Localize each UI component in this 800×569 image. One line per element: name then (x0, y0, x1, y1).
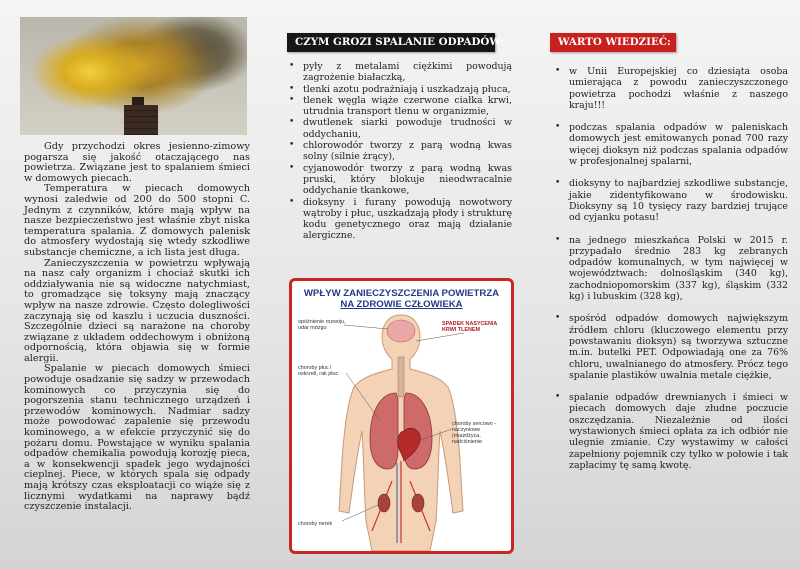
list-item: • cyjanowodór tworzy z parą wodną kwas pruski, który blokuje nieodwracalnie oddychanie tkankowe, (289, 162, 512, 197)
bullet-icon: • (289, 117, 295, 128)
label-lungs: choroby płuc i oskrzeli, rak płuc (298, 365, 339, 377)
label-kidneys: choroby nerek (298, 521, 333, 527)
bullet-icon: • (555, 122, 561, 133)
list-item: • spalanie odpadów drewnianych i śmieci w piecach domowych daje złudne poczucie oszczędzania. Niezależnie od ilości wystawionych śmieci opłata za ich odbiór nie ulegnie zmianie. Czy wystawimy w całości zapełniony pojemnik czy tylko w połowie i tak zapłacimy tę samą kwotę. (555, 392, 788, 471)
paragraph-1: Gdy przychodzi okres jesienno-zimowy pogarsza się jakość otaczającego nas powietrza. Związane jest to spalaniem śmieci w domowych piecach. (24, 141, 250, 184)
column-right (533, 0, 800, 569)
section-header-facts: WARTO WIEDZIEĆ: (550, 33, 676, 52)
label-brain: opóźnienie rozwoju, udar mózgu (298, 319, 346, 331)
paragraph-4: Spalanie w piecach domowych śmieci powoduje osadzanie się sadzy w przewodach kominowych co przyczynia się do pogorszenia stanu technicznego urządzeń i przewodów kominowych. Nadmiar sadzy może powodować zapalenie się przewodu kominowego, a w efekcie przyczynić się do pożaru domu. Powstające w wyniku spalania odpadów chemikalia powodują korozję pieca, a w konsekwencji spadek jego wydajności cieplnej. Piece, w których spala się odpady mają krótszy czas eksploatacji co wiąże się z licznymi wydatkami na naprawy bądź czyszczenie instalacji. (24, 363, 250, 513)
list-item: • dwutlenek siarki powoduje trudności w oddychaniu, (289, 117, 512, 140)
paragraph-3: Zanieczyszczenia w powietrzu wpływają na nasz cały organizm i chociaż skutki ich oddziaływania nie są widoczne natychmiast, to gromadzące się toksyny mają znaczący wpływ na nasze zdrowie. Często dolegliwości zaczynają się od kaszlu i uczucia duszności. Szczególnie dzieci są narażone na choroby związane z układem oddechowym i obniżoną odpornością, która objawia się w formie alergii. (24, 257, 250, 364)
bullet-icon: • (289, 61, 295, 71)
label-heart: choroby sercowo -naczyniowe (miażdżyca, nadciśnienie (452, 421, 497, 445)
bullet-icon: • (555, 178, 561, 189)
bullet-icon: • (555, 234, 561, 245)
infographic-title-line2: NA ZDROWIE CZŁOWIEKA (340, 299, 463, 310)
list-item: • dioksyny i furany powodują nowotwory wątroby i płuc, uszkadzają płody i strukturę kodu genetycznego oraz mają działanie alergiczne. (289, 196, 512, 242)
bullet-icon: • (555, 313, 561, 324)
bullet-icon: • (555, 392, 561, 403)
facts-list (553, 66, 788, 482)
list-item: • dioksyny to najbardziej szkodliwe substancje, jakie zidentyfikowano w środowisku. Dioksyny są 10 tysięcy razy bardziej trujące od cyjanku potasu! (555, 178, 788, 224)
list-item: • w Unii Europejskiej co dziesiąta osoba umierająca z powodu zanieczyszczonego powietrza pochodzi właśnie z naszego kraju!!! (555, 66, 788, 111)
smoking-chimney-photo (20, 17, 247, 135)
column-left (0, 0, 267, 569)
column-middle (267, 0, 533, 569)
bullet-icon: • (289, 140, 295, 151)
bullet-icon: • (289, 196, 295, 207)
list-item: • tlenki azotu podrażniają i uszkadzają płuca, (289, 83, 511, 95)
paragraph-2: Temperatura w piecach domowych wynosi zaledwie od 200 do 500 stopni C. Jednym z czynników, które mają wpływ na nasze bezpieczeństwo jest właśnie zbyt niska temperatura spalania. Z domowych palenisk do atmosfery wydostają się wtedy szkodliwe substancje chemiczne, a ich lista jest długa. (24, 183, 250, 258)
list-item: • na jednego mieszkańca Polski w 2015 r. przypadało średnio 283 kg zebranych odpadów komunalnych, w tym najwięcej w województwach: dolnośląskim (340 kg), zachodniopomorskim (337 kg), śląskim (332 kg) i lubuskim (328 kg), (555, 234, 788, 303)
dangers-list (287, 61, 512, 242)
infographic-title-line1: WPŁYW ZANIECZYSZCZENIA POWIETRZA (303, 288, 500, 299)
section-header-dangers: CZYM GROZI SPALANIE ODPADÓW: (287, 33, 495, 52)
bullet-icon: • (289, 94, 295, 105)
list-item: • podczas spalania odpadów w paleniskach domowych jest emitowanych ponad 700 razy więcej dioksyn niż podczas spalania odpadów w profesjonalnej spalarni, (555, 122, 788, 168)
list-item: • spośród odpadów domowych największym źródłem chloru (kluczowego elementu przy powstawaniu dioksyn) są tworzywa sztuczne m.in. butelki PET. Odpowiadają one za 76% chloru, uwalnianego do atmosfery. Prócz tego spalanie plastików uwalnia metale ciężkie, (555, 313, 788, 381)
chimney-shape (124, 105, 158, 135)
list-item: • chlorowodór tworzy z parą wodną kwas solny (silnie żrący), (289, 140, 512, 163)
intro-text (24, 142, 250, 513)
health-impact-infographic (289, 278, 514, 554)
list-item: • pyły z metalami ciężkimi powodują zagrożenie białaczką, (289, 61, 512, 84)
bullet-icon: • (289, 162, 295, 173)
label-blood-oxygen: SPADEK NASYCENIA KRWI TLENEM (442, 321, 498, 333)
bullet-icon: • (555, 66, 561, 76)
bullet-icon: • (289, 83, 295, 94)
list-item: • tlenek węgla wiąże czerwone ciałka krwi, utrudnia transport tlenu w organizmie, (289, 94, 512, 118)
